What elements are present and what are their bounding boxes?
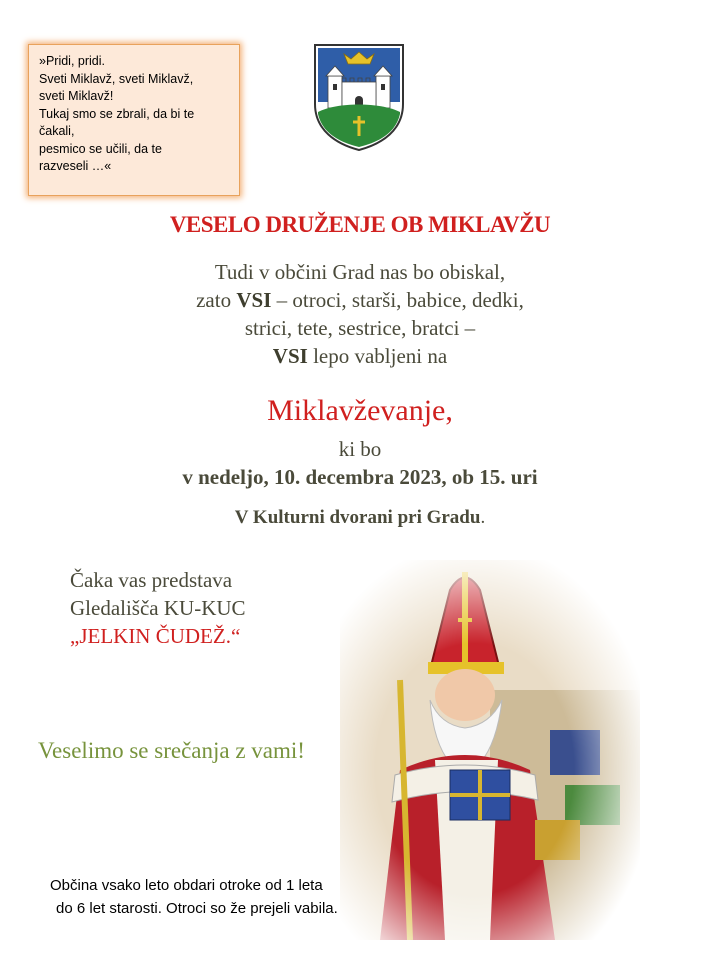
- invitation-line: [0, 342, 720, 370]
- poem-line: sveti Miklavž!: [39, 89, 114, 103]
- show-announcement: [70, 566, 330, 650]
- emphasis-all: VSI: [272, 344, 308, 368]
- poem-line: razveseli …«: [39, 159, 112, 173]
- event-connector: ki bo: [338, 437, 382, 461]
- invitation-text-fragment: zato: [196, 288, 237, 312]
- poem-box: [28, 44, 240, 196]
- invitation-text-fragment: – otroci, starši, babice, dedki,: [271, 288, 524, 312]
- venue-text: V Kulturni dvorani pri Gradu: [234, 507, 481, 528]
- poem-line: čakali,: [39, 124, 75, 138]
- poem-line: »Pridi, pridi.: [39, 54, 105, 68]
- invitation-line: Tudi v občini Grad nas bo obiskal,: [214, 260, 506, 284]
- footer-note: [50, 874, 390, 920]
- poem-line: pesmico se učili, da te: [39, 141, 162, 156]
- greeting-text: Veselimo se srečanja z vami!: [38, 738, 305, 763]
- event-venue: [0, 507, 720, 529]
- emphasis-all: VSI: [236, 288, 272, 312]
- invitation-line: strici, tete, sestrice, bratci –: [244, 316, 476, 340]
- event-date: v nedeljo, 10. decembra 2023, ob 15. uri: [182, 465, 538, 489]
- show-title: „JELKIN ČUDEŽ.“: [70, 624, 241, 648]
- municipal-coat-of-arms-icon: [312, 42, 406, 152]
- show-line: Gledališča KU-KUC: [70, 596, 246, 620]
- invitation-line: [0, 286, 720, 314]
- show-line: Čaka vas predstava: [70, 568, 233, 592]
- event-title: Miklavževanje,: [267, 394, 453, 427]
- footer-line: Občina vsako leto obdari otroke od 1 leta: [50, 877, 323, 894]
- invitation-text: [0, 258, 720, 370]
- poem-line: Tukaj smo se zbrali, da bi te: [39, 106, 195, 121]
- venue-period: .: [480, 507, 486, 528]
- footer-line: do 6 let starosti. Otroci so že prejeli vabila.: [56, 900, 338, 917]
- invitation-text-fragment: lepo vabljeni na: [307, 344, 448, 368]
- poem-line: Sveti Miklavž, sveti Miklavž,: [39, 71, 194, 86]
- event-headline: VESELO DRUŽENJE OB MIKLAVŽU: [169, 212, 551, 237]
